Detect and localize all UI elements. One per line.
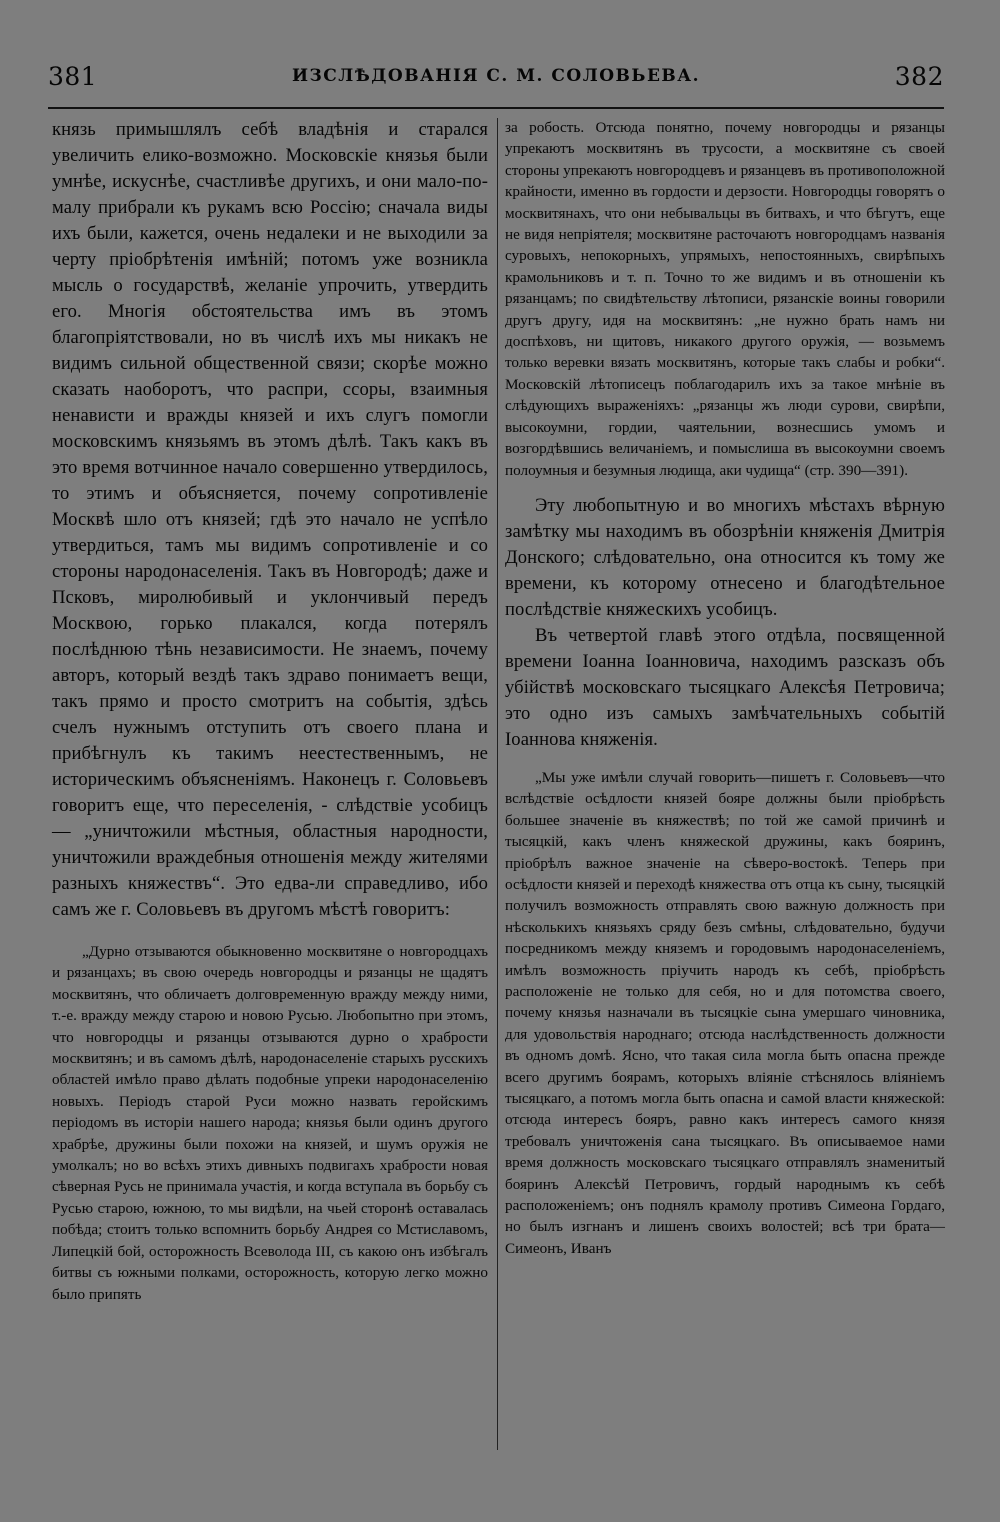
column-divider	[497, 118, 498, 1450]
left-column	[52, 117, 488, 1305]
page-number-right: 382	[894, 62, 944, 91]
page-number-left: 381	[48, 62, 98, 91]
running-title: ИЗСЛѢДОВАНІЯ С. М. СОЛОВЬЕВА.	[291, 66, 701, 86]
block-quote-continued: за робость. Отсюда понятно, почему новгородцы и рязанцы упрекаютъ москвитянъ въ трусости, а москвитяне съ своей стороны упрекаютъ новгородцевъ и рязанцевъ въ противоположной крайности, именно въ гордости и дерзости. Новгородцы говорятъ о москвитянахъ, что они небывальцы въ битвахъ, и что бѣгутъ, еще не видя непріятеля; москвитяне расточаютъ новгородцамъ названія суровыхъ, непокорныхъ, упрямыхъ, непостоянныхъ, свирѣпыхъ крамольниковъ и т. п. Точно то же видимъ и въ отношеніи къ рязанцамъ; по свидѣтельству лѣтописи, рязанскіе воины говорили другъ другу, идя на москвитянъ: „не нужно брать намъ ни доспѣховъ, ни щитовъ, никакого другого оружія, — возьмемъ только веревки вязать москвитянъ, которые такъ слабы и робки“. Московскій лѣтописецъ поблагодарилъ ихъ за такое мнѣніе въ слѣдующихъ выраженіяхъ: „рязанцы жъ люди сурови, свирѣпи, высокоумни, гордии, чаятельнии, вознесшись умомъ и возгордѣвшись величаніемъ, и помыслиша въ высокоумни своемъ полоумныя и безумныя людища, аки чудища“ (стр. 390—391).	[505, 119, 945, 479]
right-column	[505, 117, 945, 1259]
block-quote: „Мы уже имѣли случай говорить—пишетъ г. Соловьевъ—что вслѣдствіе осѣдлости князей бояре должны были пріобрѣсть большее значеніе въ княжествѣ; по той же самой причинѣ и тысяцкій, какъ членъ княжеской дружины, какъ бояринъ, пріобрѣлъ важное значеніе на сѣверо-востокѣ. Теперь при осѣдлости князей и переходѣ княжества отъ отца къ сыну, тысяцкій получилъ возможность отправлять свою важную должность при нѣсколькихъ князьяхъ сряду безъ смѣны, слѣдовательно, будучи посредникомъ между княземъ и городовымъ народонаселеніемъ, имѣлъ возможность пріучить народъ къ себѣ, пріобрѣсть расположеніе не только для себя, но и для потомства своего, почему князья назначали въ тысяцкіе сына умершаго чиновника, для удовольствія народнаго; отсюда наслѣдственность должности въ одномъ домѣ. Ясно, что такая сила могла быть опасна прежде всего другимъ боярамъ, которыхъ вліяніе стѣснялось вліяніемъ тысяцкаго, а потомъ могла быть опасна и самой власти княжеской: отсюда интересъ бояръ, равно какъ интересъ самого князя требовалъ уничтоженія сана тысяцкаго. Въ описываемое нами время должность московскаго тысяцкаго отправлялъ знаменитый бояринъ Алексѣй Петровичъ, гордый народнымъ къ себѣ расположеніемъ; онъ поднялъ крамолу противъ Симеона Гордаго, но былъ изгнанъ и лишенъ своихъ волостей; всѣ три брата—Симеонъ, Иванъ	[505, 768, 945, 1257]
block-quote: „Дурно отзываются обыкновенно москвитяне о новгородцахъ и рязанцахъ; въ свою очередь новгородцы и рязанцы не щадятъ москвитянъ, что обличаетъ долговременную вражду между ними, т.-е. вражду между старою и новою Русью. Любопытно при этомъ, что новгородцы и рязанцы отзываются дурно о храбрости москвитянъ; и въ самомъ дѣлѣ, народонаселеніе старыхъ русскихъ областей имѣло право дѣлать подобные упреки народонаселенію новыхъ. Періодъ старой Руси можно назвать геройскимъ періодомъ въ исторіи нашего народа; князья были одинъ другого храбрѣе, дружины были похожи на князей, и шумъ оружія не умолкалъ; но во всѣхъ этихъ дивныхъ подвигахъ храбрости новая сѣверная Русь не принимала участія, и когда вступала въ борьбу съ Русью старою, южною, то мы видѣли, на чьей сторонѣ оставалась побѣда; стоитъ только вспомнить борьбу Андрея со Мстиславомъ, Липецкій бой, осторожность Всеволода III, съ какою онъ избѣгалъ битвы съ южными полками, осторожность, которую легко можно было припять	[52, 943, 488, 1303]
page-header	[48, 62, 944, 92]
body-paragraph: Эту любопытную и во многихъ мѣстахъ вѣрную замѣтку мы находимъ въ обозрѣніи княженія Дмитрія Донского; слѣдовательно, она относится къ тому же времени, къ которому отнесено и благодѣтельное послѣдствіе княжескихъ усобицъ.	[505, 494, 945, 620]
body-paragraph: Въ четвертой главѣ этого отдѣла, посвященной времени Іоанна Іоанновича, находимъ разсказъ объ убійствѣ московскаго тысяцкаго Алексѣя Петровича; это одно изъ самыхъ замѣчательныхъ событій Іоаннова княженія.	[505, 624, 945, 750]
body-paragraph: князь примышлялъ себѣ владѣнія и старался увеличить елико-возможно. Московскіе князья были умнѣе, искуснѣе, счастливѣе другихъ, и они мало-по-малу прибрали къ рукамъ всю Россію; сначала виды ихъ были, кажется, очень недалеки и не выходили за черту пріобрѣтенія имѣній; потомъ уже возникла мысль о государствѣ, желаніе упрочить, утвердить его. Многія обстоятельства имъ въ этомъ благопріятствовали, но въ числѣ ихъ мы никакъ не видимъ сильной общественной связи; скорѣе можно сказать наоборотъ, что распри, ссоры, взаимныя ненависти и вражды князей и ихъ слугъ помогли московскимъ князьямъ въ этомъ дѣлѣ. Такъ какъ въ это время вотчинное начало совершенно утвердилось, то этимъ и объясняется, почему сопротивленіе Москвѣ шло отъ князей; гдѣ это начало не успѣло утвердиться, тамъ мы видимъ сопротивленіе и со стороны народонаселенія. Такъ въ Новгородѣ; даже и Псковъ, миролюбивый и уклончивый передъ Москвою, горько плакался, когда потерялъ послѣднюю тѣнь независимости. Не знаемъ, почему авторъ, который вездѣ такъ здраво понимаетъ вещи, такъ прямо и просто смотритъ на событія, здѣсь счелъ нужнымъ отступить отъ своего плана и прибѣгнулъ къ такимъ неестественнымъ, не историческимъ объясненіямъ. Наконецъ г. Соловьевъ говоритъ еще, что переселенія, - слѣдствіе усобицъ — „уничтожили мѣстныя, областныя народности, уничтожили враждебныя отношенія между жителями разныхъ княжествъ“. Это едва-ли справедливо, ибо самъ же г. Соловьевъ въ другомъ мѣстѣ говоритъ:	[52, 119, 488, 920]
header-rule	[48, 107, 944, 109]
